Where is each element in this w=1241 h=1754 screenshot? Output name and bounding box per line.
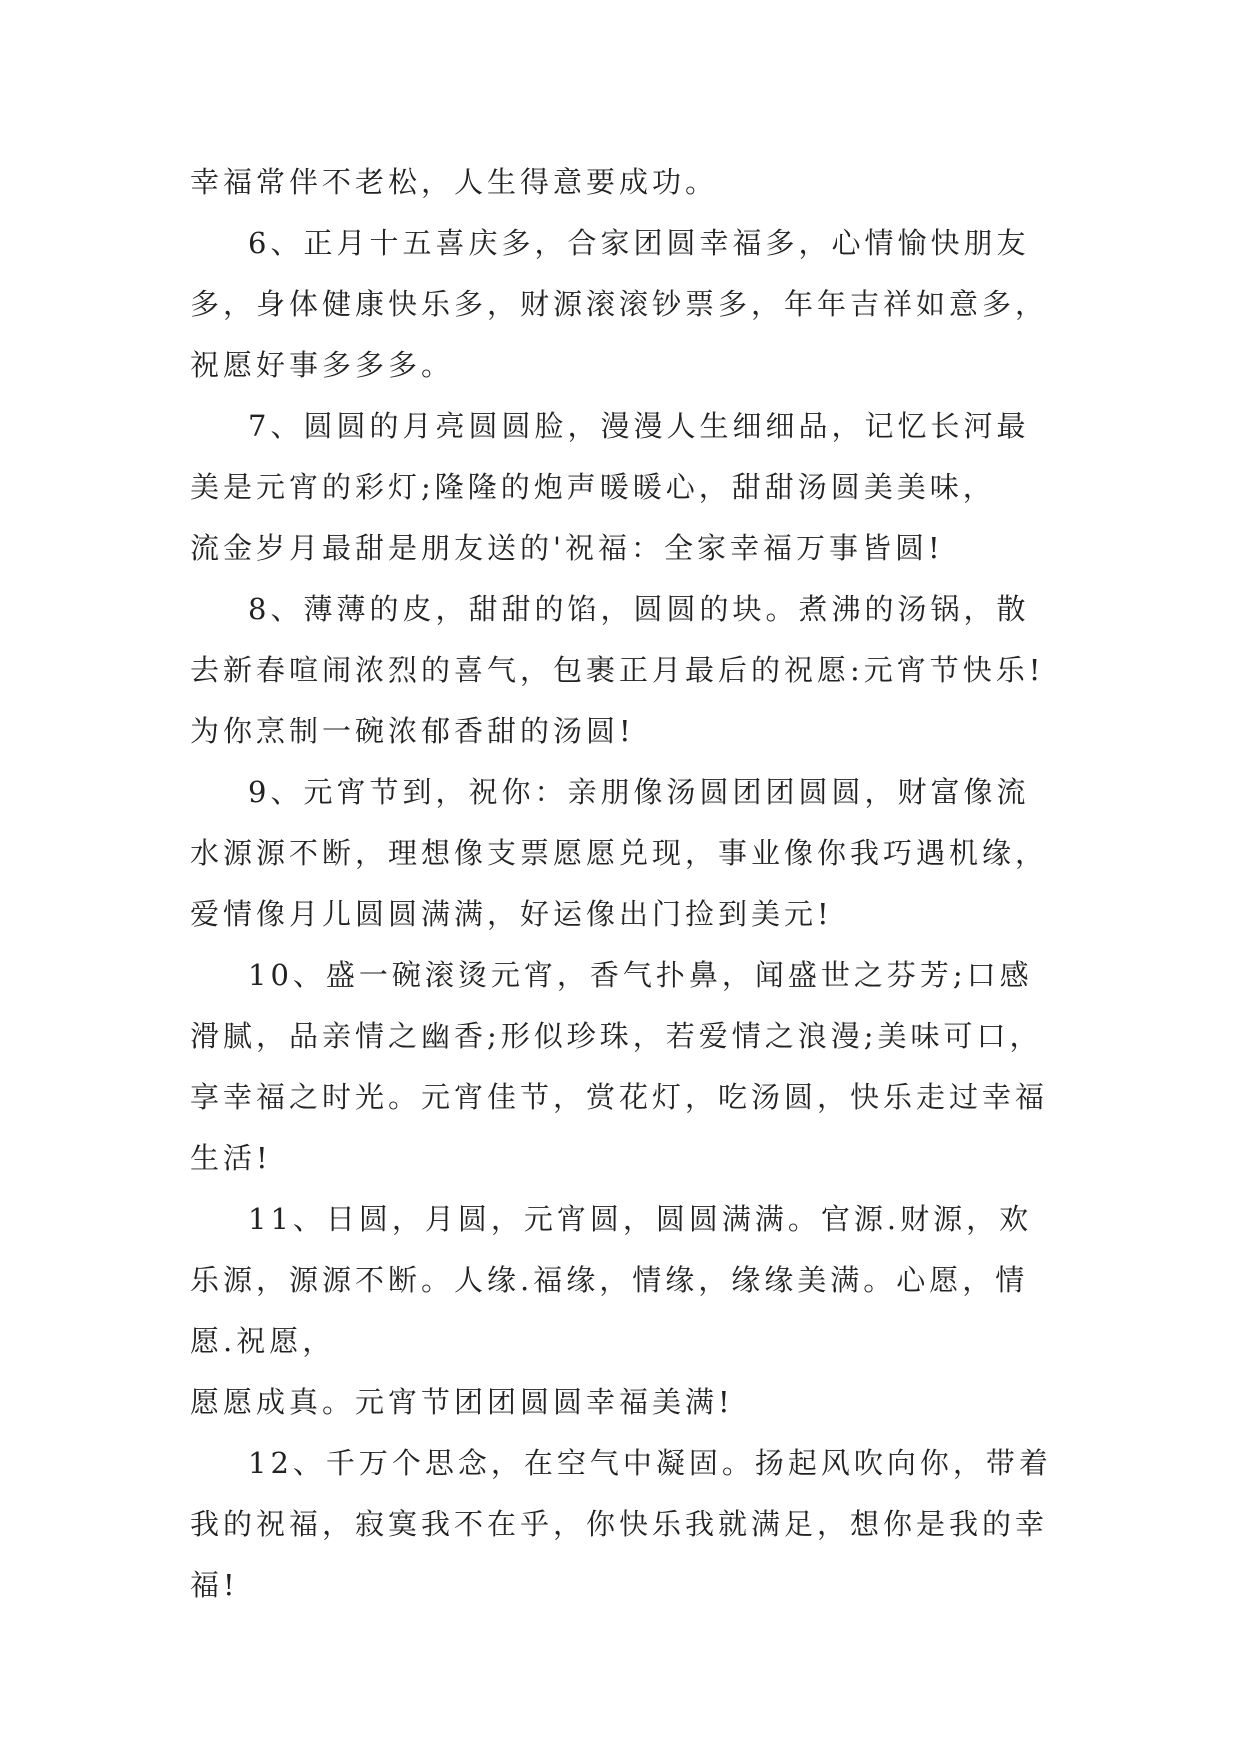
paragraph-line: 生活! — [190, 1141, 272, 1175]
paragraph-line: 水源源不断，理想像支票愿愿兑现，事业像你我巧遇机缘， — [190, 836, 1049, 870]
paragraph-line: 享幸福之时光。元宵佳节，赏花灯，吃汤圆，快乐走过幸福 — [190, 1080, 1049, 1114]
paragraph-line: 福! — [190, 1568, 239, 1602]
paragraph-line: 爱情像月儿圆圆满满，好运像出门捡到美元! — [190, 897, 833, 931]
paragraph-line: 为你烹制一碗浓郁香甜的汤圆! — [190, 714, 635, 748]
paragraph-first-line: 7、圆圆的月亮圆圆脸，漫漫人生细细品，记忆长河最 — [248, 409, 1030, 443]
document-body — [190, 152, 1070, 1616]
paragraph-line: 去新春喧闹浓烈的喜气，包裹正月最后的祝愿:元宵节快乐! — [190, 653, 1045, 687]
paragraph-first-line: 9、元宵节到，祝你：亲朋像汤圆团团圆圆，财富像流 — [248, 775, 1030, 809]
paragraph-first-line: 6、正月十五喜庆多，合家团圆幸福多，心情愉快朋友 — [248, 226, 1030, 260]
paragraph-line: 美是元宵的彩灯;隆隆的炮声暖暖心，甜甜汤圆美美味， — [190, 470, 996, 504]
paragraph-line: 流金岁月最甜是朋友送的'祝福：全家幸福万事皆圆! — [190, 531, 944, 565]
paragraph-line: 我的祝福，寂寞我不在乎，你快乐我就满足，想你是我的幸 — [190, 1507, 1049, 1541]
paragraph-first-line: 12、千万个思念，在空气中凝固。扬起风吹向你，带着 — [248, 1446, 1052, 1480]
paragraph-line: 滑腻，品亲情之幽香;形似珍珠，若爱情之浪漫;美味可口， — [190, 1019, 1043, 1053]
paragraph-line: 愿愿成真。元宵节团团圆圆幸福美满! — [190, 1385, 734, 1419]
paragraph-line: 幸福常伴不老松，人生得意要成功。 — [190, 165, 719, 199]
paragraph-first-line: 11、日圆，月圆，元宵圆，圆圆满满。官源.财源，欢 — [248, 1202, 1033, 1236]
paragraph-first-line: 8、薄薄的皮，甜甜的馅，圆圆的块。煮沸的汤锅，散 — [248, 592, 1030, 626]
paragraph-first-line: 10、盛一碗滚烫元宵，香气扑鼻，闻盛世之芬芳;口感 — [248, 958, 1033, 992]
paragraph-line: 乐源，源源不断。人缘.福缘，情缘，缘缘美满。心愿，情 — [190, 1263, 1029, 1297]
paragraph-line: 多，身体健康快乐多，财源滚滚钞票多，年年吉祥如意多， — [190, 287, 1049, 321]
paragraph-line: 祝愿好事多多多。 — [190, 348, 455, 382]
paragraph-line: 愿.祝愿， — [190, 1324, 336, 1358]
